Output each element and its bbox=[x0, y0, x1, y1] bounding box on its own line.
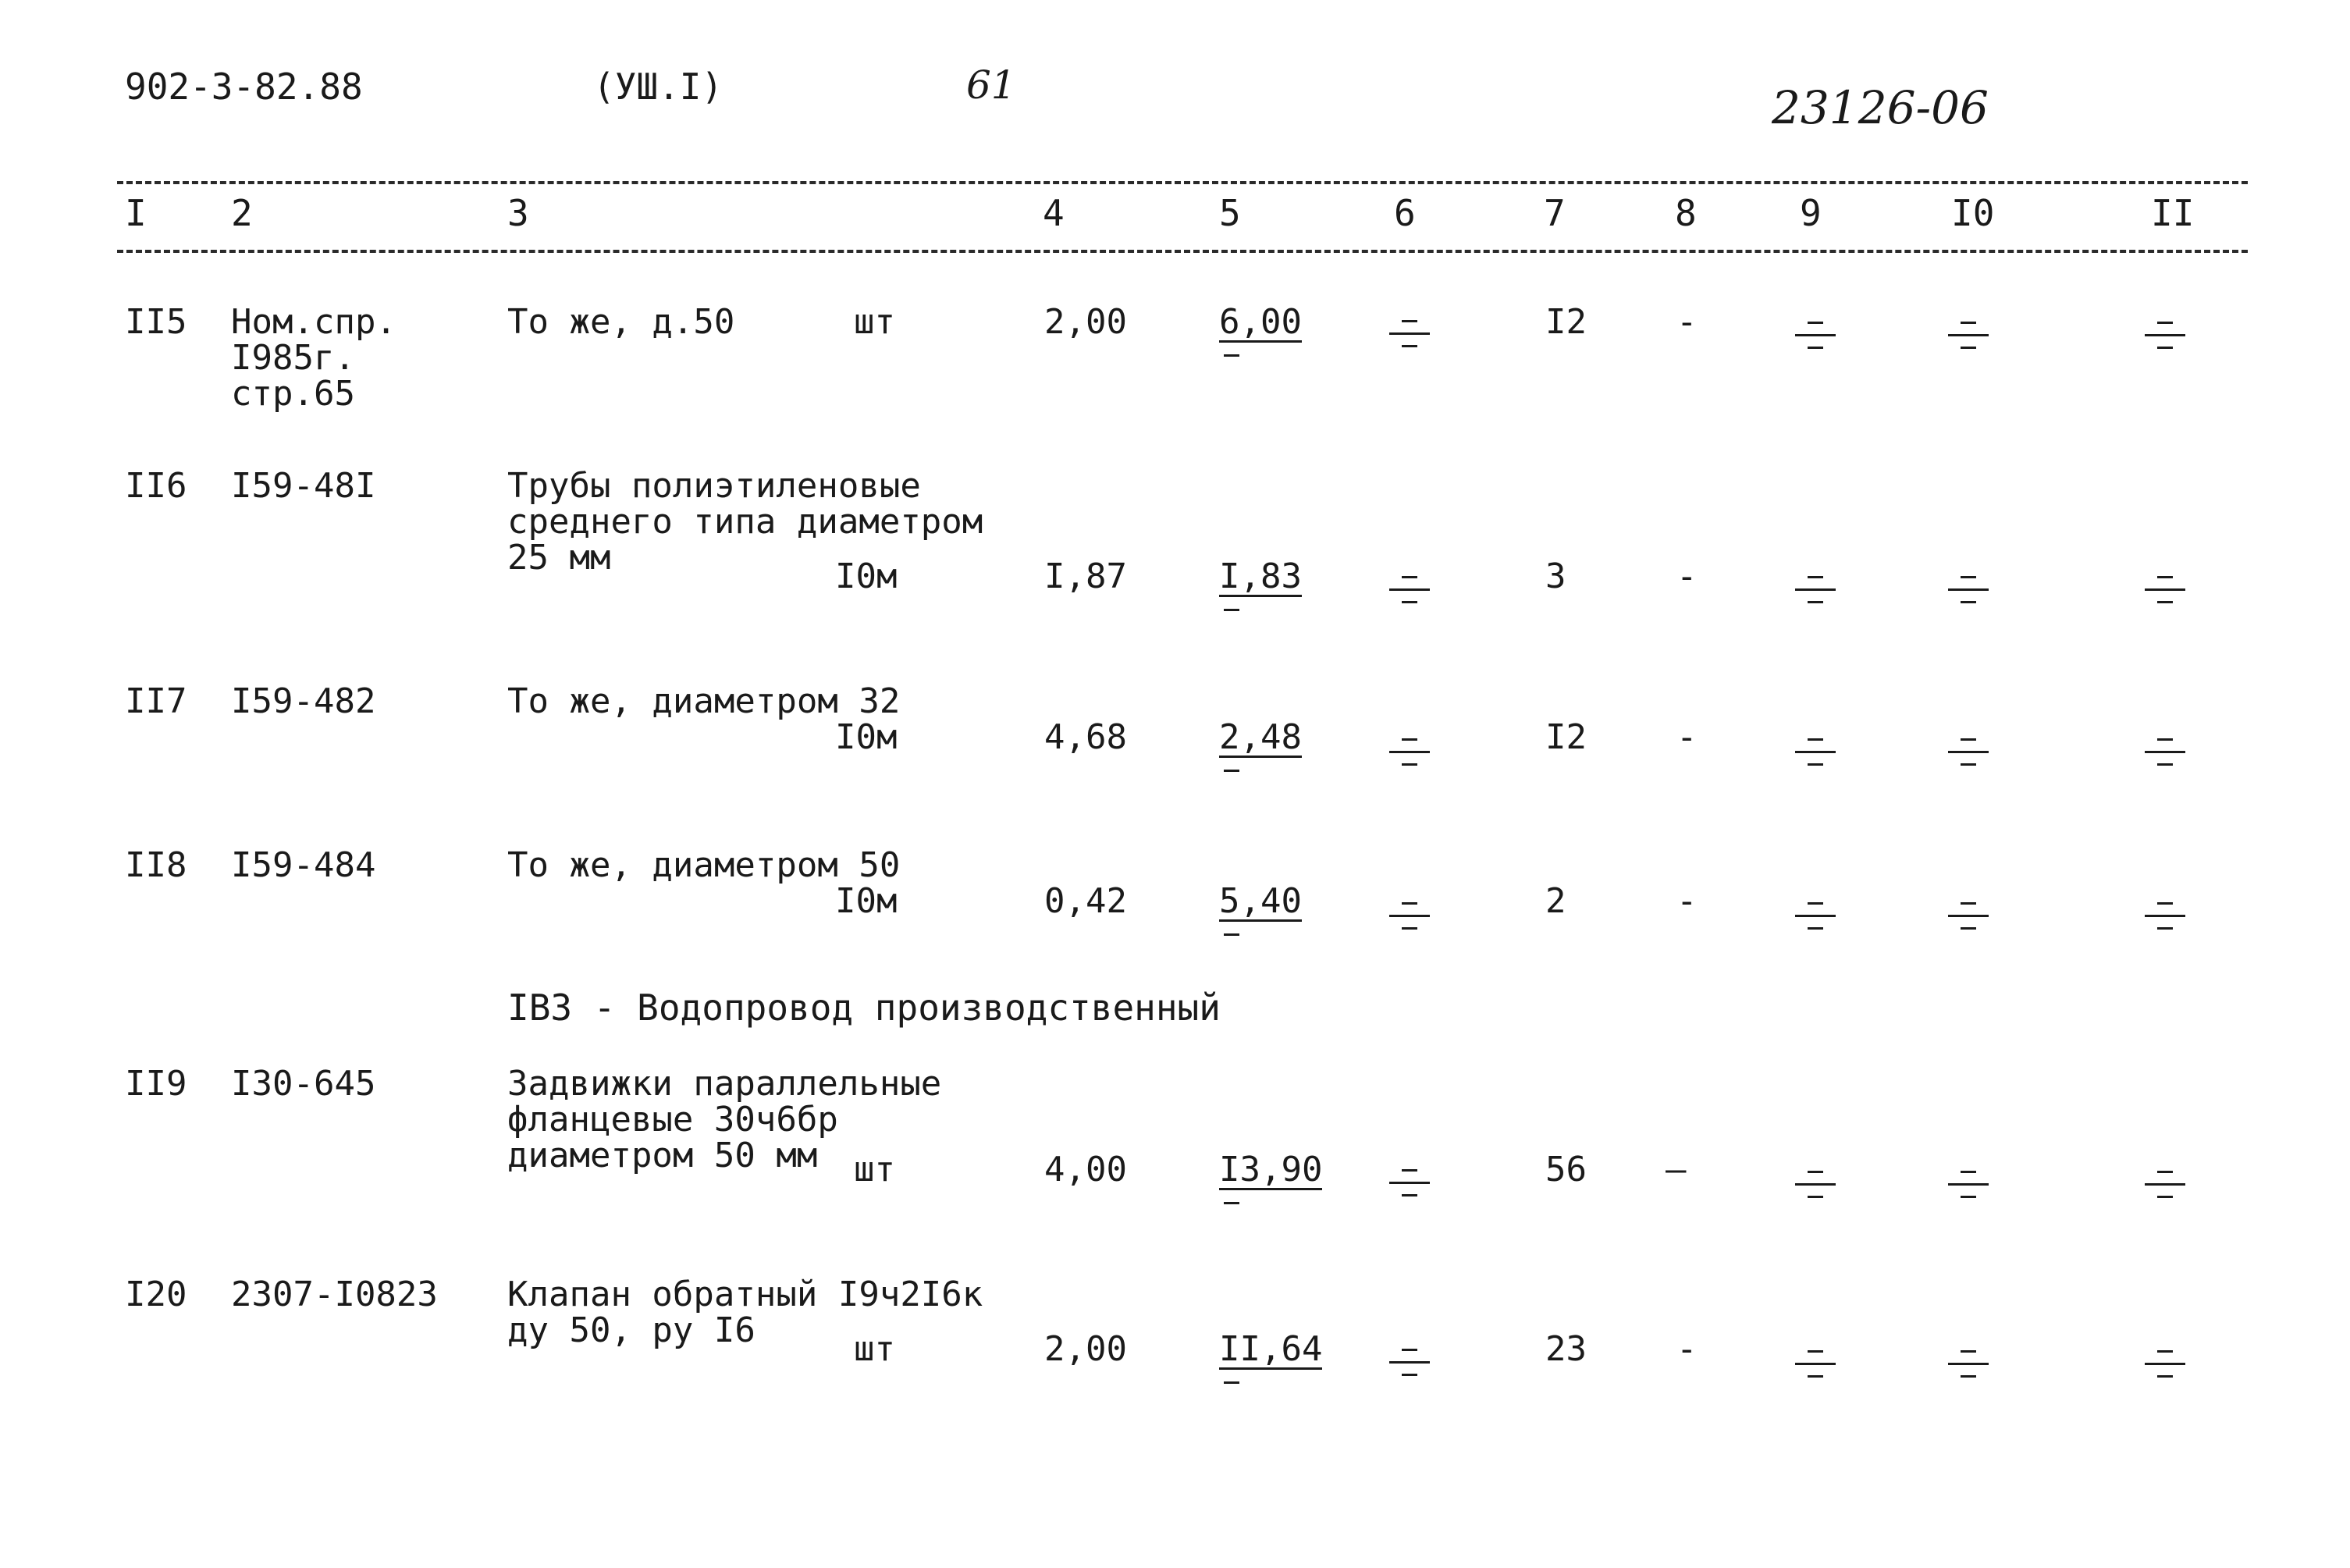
row-code: I59-482 bbox=[231, 681, 376, 721]
col-header-1: I bbox=[125, 192, 147, 234]
row-price bbox=[1219, 556, 1302, 597]
price-ditto-mark bbox=[1224, 609, 1239, 611]
ditto-mark-col11 bbox=[2145, 902, 2185, 930]
col-header-10: I0 bbox=[1951, 192, 1995, 234]
row-description: То же, д.50 bbox=[507, 302, 735, 342]
inventory-number: 23126-06 bbox=[1772, 81, 1989, 134]
row-quantity: 4,68 bbox=[1044, 717, 1127, 757]
col-header-2: 2 bbox=[231, 192, 253, 234]
ditto-mark-col11 bbox=[2145, 1171, 2185, 1199]
col-header-7: 7 bbox=[1544, 192, 1566, 234]
ditto-mark-col10 bbox=[1948, 322, 1989, 350]
row-quantity: 2,00 bbox=[1044, 302, 1127, 342]
row-col7: 23 bbox=[1545, 1329, 1587, 1369]
row-col7: 2 bbox=[1545, 881, 1566, 921]
row-quantity: 4,00 bbox=[1044, 1150, 1127, 1189]
ditto-mark-col11 bbox=[2145, 738, 2185, 766]
row-price-value: I,83 bbox=[1219, 556, 1302, 596]
row-code: I30-645 bbox=[231, 1064, 376, 1104]
row-col8: - bbox=[1676, 302, 1698, 342]
ditto-mark-col10 bbox=[1948, 1171, 1989, 1199]
row-unit: I0м bbox=[835, 556, 898, 596]
ditto-mark-col6 bbox=[1389, 1349, 1430, 1377]
ditto-mark-col9 bbox=[1795, 1171, 1836, 1199]
row-unit: шт bbox=[854, 1150, 895, 1189]
row-number: II6 bbox=[125, 466, 187, 506]
row-price-value: 6,00 bbox=[1219, 302, 1302, 342]
row-col7: 56 bbox=[1545, 1150, 1587, 1189]
row-description: Задвижки параллельные фланцевые 30ч6бр диаметром 50 мм bbox=[507, 1064, 942, 1175]
row-code: I59-484 bbox=[231, 845, 376, 885]
ditto-mark-col11 bbox=[2145, 322, 2185, 350]
ditto-mark-col6 bbox=[1389, 902, 1430, 930]
row-price bbox=[1219, 881, 1302, 922]
row-code: Ном.спр. I985г. стр.65 bbox=[231, 302, 396, 414]
ditto-mark-col11 bbox=[2145, 1350, 2185, 1378]
row-number: II8 bbox=[125, 845, 187, 885]
row-description: То же, диаметром 32 bbox=[507, 681, 901, 721]
price-ditto-mark bbox=[1224, 1202, 1239, 1204]
price-ditto-mark bbox=[1224, 354, 1239, 357]
row-code: 2307-I0823 bbox=[231, 1275, 438, 1314]
row-unit: шт bbox=[854, 302, 895, 342]
ditto-mark-col9 bbox=[1795, 576, 1836, 604]
row-col8: - bbox=[1676, 881, 1698, 921]
col-header-3: 3 bbox=[507, 192, 529, 234]
row-quantity: I,87 bbox=[1044, 556, 1127, 596]
row-price-value: II,64 bbox=[1219, 1329, 1323, 1369]
ditto-mark-col10 bbox=[1948, 738, 1989, 766]
row-col8: — bbox=[1666, 1150, 1687, 1189]
row-quantity: 2,00 bbox=[1044, 1329, 1127, 1369]
ditto-mark-col10 bbox=[1948, 576, 1989, 604]
ditto-mark-col11 bbox=[2145, 576, 2185, 604]
row-description: Клапан обратный I9ч2I6к ду 50, ру I6 bbox=[507, 1275, 983, 1350]
ditto-mark-col10 bbox=[1948, 1350, 1989, 1378]
row-unit: шт bbox=[854, 1329, 895, 1369]
price-ditto-mark bbox=[1224, 1381, 1239, 1384]
section-label: (УШ.I) bbox=[593, 66, 723, 108]
ditto-mark-col6 bbox=[1389, 576, 1430, 604]
ditto-mark-col6 bbox=[1389, 1169, 1430, 1197]
row-unit: I0м bbox=[835, 717, 898, 757]
ditto-mark-col9 bbox=[1795, 738, 1836, 766]
row-price bbox=[1219, 304, 1302, 343]
row-price-value: 5,40 bbox=[1219, 881, 1302, 921]
row-col8: - bbox=[1676, 1329, 1698, 1369]
col-header-11: II bbox=[2151, 192, 2195, 234]
col-header-4: 4 bbox=[1043, 192, 1065, 234]
ditto-mark-col6 bbox=[1389, 320, 1430, 348]
row-quantity: 0,42 bbox=[1044, 881, 1127, 921]
ditto-mark-col9 bbox=[1795, 1350, 1836, 1378]
row-number: II5 bbox=[125, 302, 187, 342]
row-col8: - bbox=[1676, 556, 1698, 596]
row-number: I20 bbox=[125, 1275, 187, 1314]
row-unit: I0м bbox=[835, 881, 898, 921]
header-top-rule bbox=[117, 181, 2248, 184]
col-header-6: 6 bbox=[1394, 192, 1416, 234]
price-ditto-mark bbox=[1224, 933, 1239, 936]
section-heading: IВЗ - Водопровод производственный bbox=[507, 987, 1221, 1029]
ditto-mark-col9 bbox=[1795, 902, 1836, 930]
row-price bbox=[1219, 1329, 1323, 1370]
header-bottom-rule bbox=[117, 250, 2248, 253]
price-ditto-mark bbox=[1224, 770, 1239, 772]
row-number: II9 bbox=[125, 1064, 187, 1104]
col-header-5: 5 bbox=[1219, 192, 1241, 234]
row-price bbox=[1219, 1152, 1322, 1190]
document-code: 902-3-82.88 bbox=[125, 66, 363, 108]
row-description: Трубы полиэтиленовые среднего типа диаметром 25 мм bbox=[507, 466, 983, 578]
row-col7: I2 bbox=[1545, 717, 1587, 757]
row-col7: 3 bbox=[1545, 556, 1566, 596]
row-col8: - bbox=[1676, 717, 1698, 757]
col-header-8: 8 bbox=[1675, 192, 1697, 234]
row-price-value: I3,90 bbox=[1219, 1150, 1323, 1189]
col-header-9: 9 bbox=[1800, 192, 1822, 234]
row-number: II7 bbox=[125, 681, 187, 721]
row-col7: I2 bbox=[1545, 302, 1587, 342]
row-code: I59-48I bbox=[231, 466, 376, 506]
ditto-mark-col9 bbox=[1795, 322, 1836, 350]
ditto-mark-col10 bbox=[1948, 902, 1989, 930]
row-price-value: 2,48 bbox=[1219, 717, 1302, 757]
ditto-mark-col6 bbox=[1389, 738, 1430, 766]
row-description: То же, диаметром 50 bbox=[507, 845, 901, 885]
row-price bbox=[1219, 717, 1302, 758]
page-number: 61 bbox=[966, 62, 1016, 108]
